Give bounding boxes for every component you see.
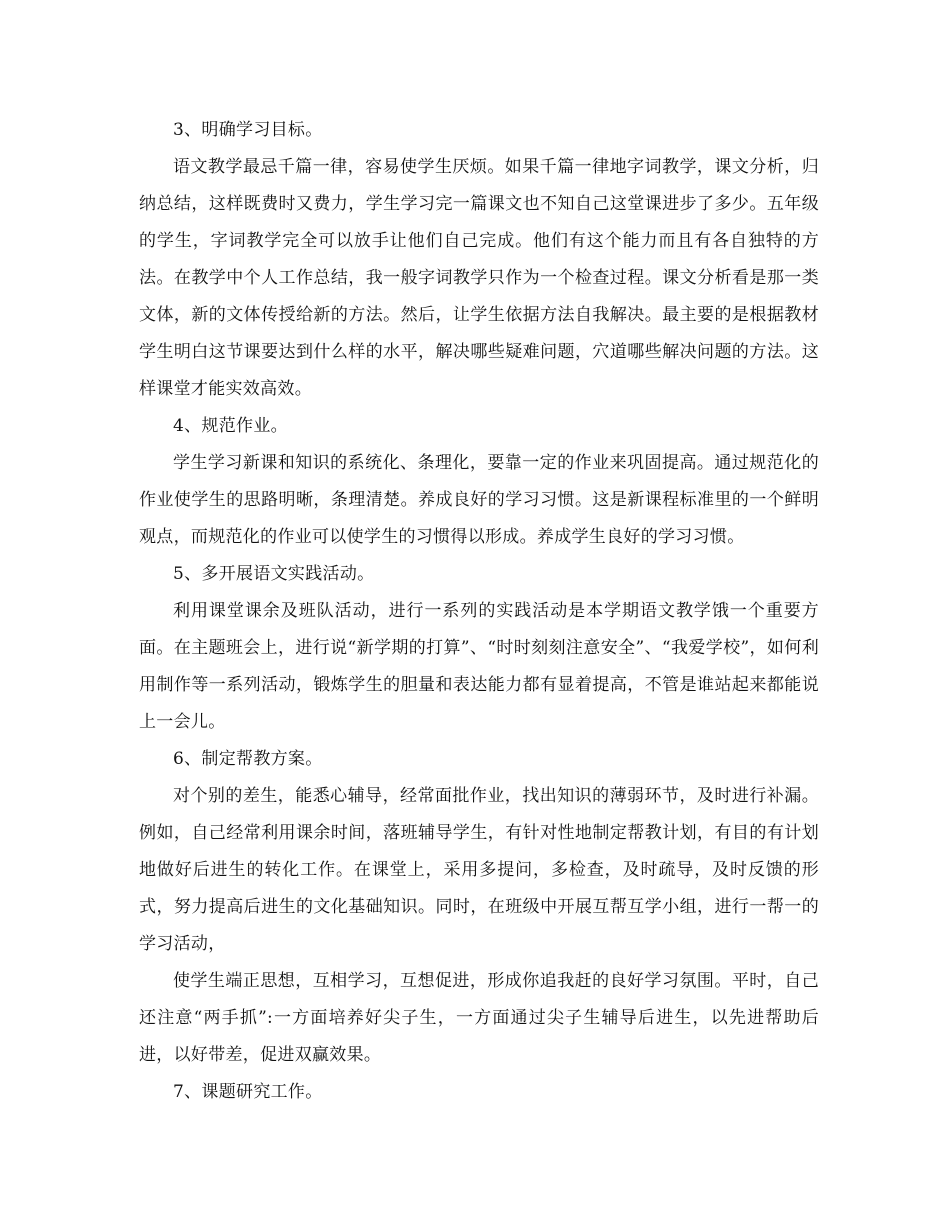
paragraph-practice-activities: 利用课堂课余及班队活动，进行一系列的实践活动是本学期语文教学饿一个重要方面。在主题班会上，进行说“新学期的打算”、“时时刻刻注意安全”、“我爱学校”，如何利用制作等一系列活动，锻炼学生的胆量和表达能力都有显着提高，不管是谁站起来都能说上一会儿。 <box>139 601 819 732</box>
section-heading-3: 3、明确学习目标。 <box>173 120 323 140</box>
paragraph-tutoring-plan-continued: 使学生端正思想，互相学习，互想促进，形成你追我赶的良好学习氛围。平时，自己还注意“两手抓”:一方面培养好尖子生，一方面通过尖子生辅导后进生，以先进帮助后进，以好带差，促进双赢效果。 <box>139 971 819 1065</box>
section-heading-5: 5、多开展语文实践活动。 <box>173 564 375 584</box>
paragraph-tutoring-plan: 对个别的差生，能悉心辅导，经常面批作业，找出知识的薄弱环节，及时进行补漏。例如，自己经常利用课余时间，落班辅导学生，有针对性地制定帮教计划，有目的有计划地做好后进生的转化工作。在课堂上，采用多提问，多检查，及时疏导，及时反馈的形式，努力提高后进生的文化基础知识。同时，在班级中开展互帮互学小组，进行一帮一的学习活动， <box>139 786 819 954</box>
paragraph-homework: 学生学习新课和知识的系统化、条理化，要靠一定的作业来巩固提高。通过规范化的作业使学生的思路明晰，条理清楚。养成良好的学习习惯。这是新课程标准里的一个鲜明观点，而规范化的作业可以使学生的习惯得以形成。养成学生良好的学习习惯。 <box>139 453 819 547</box>
paragraph-learning-goals: 语文教学最忌千篇一律，容易使学生厌烦。如果千篇一律地字词教学，课文分析，归纳总结，这样既费时又费力，学生学习完一篇课文也不知自己这堂课进步了多少。五年级的学生，字词教学完全可以放手让他们自己完成。他们有这个能力而且有各自独特的方法。在教学中个人工作总结，我一般字词教学只作为一个检查过程。课文分析看是那一类文体，新的文体传授给新的方法。然后，让学生依据方法自我解决。最主要的是根据教材学生明白这节课要达到什么样的水平，解决哪些疑难问题，穴道哪些解决问题的方法。这样课堂才能实效高效。 <box>139 157 819 399</box>
section-heading-6: 6、制定帮教方案。 <box>173 749 323 769</box>
section-heading-4: 4、规范作业。 <box>173 416 288 436</box>
section-heading-7: 7、课题研究工作。 <box>173 1082 323 1102</box>
document-body <box>139 112 819 1111</box>
